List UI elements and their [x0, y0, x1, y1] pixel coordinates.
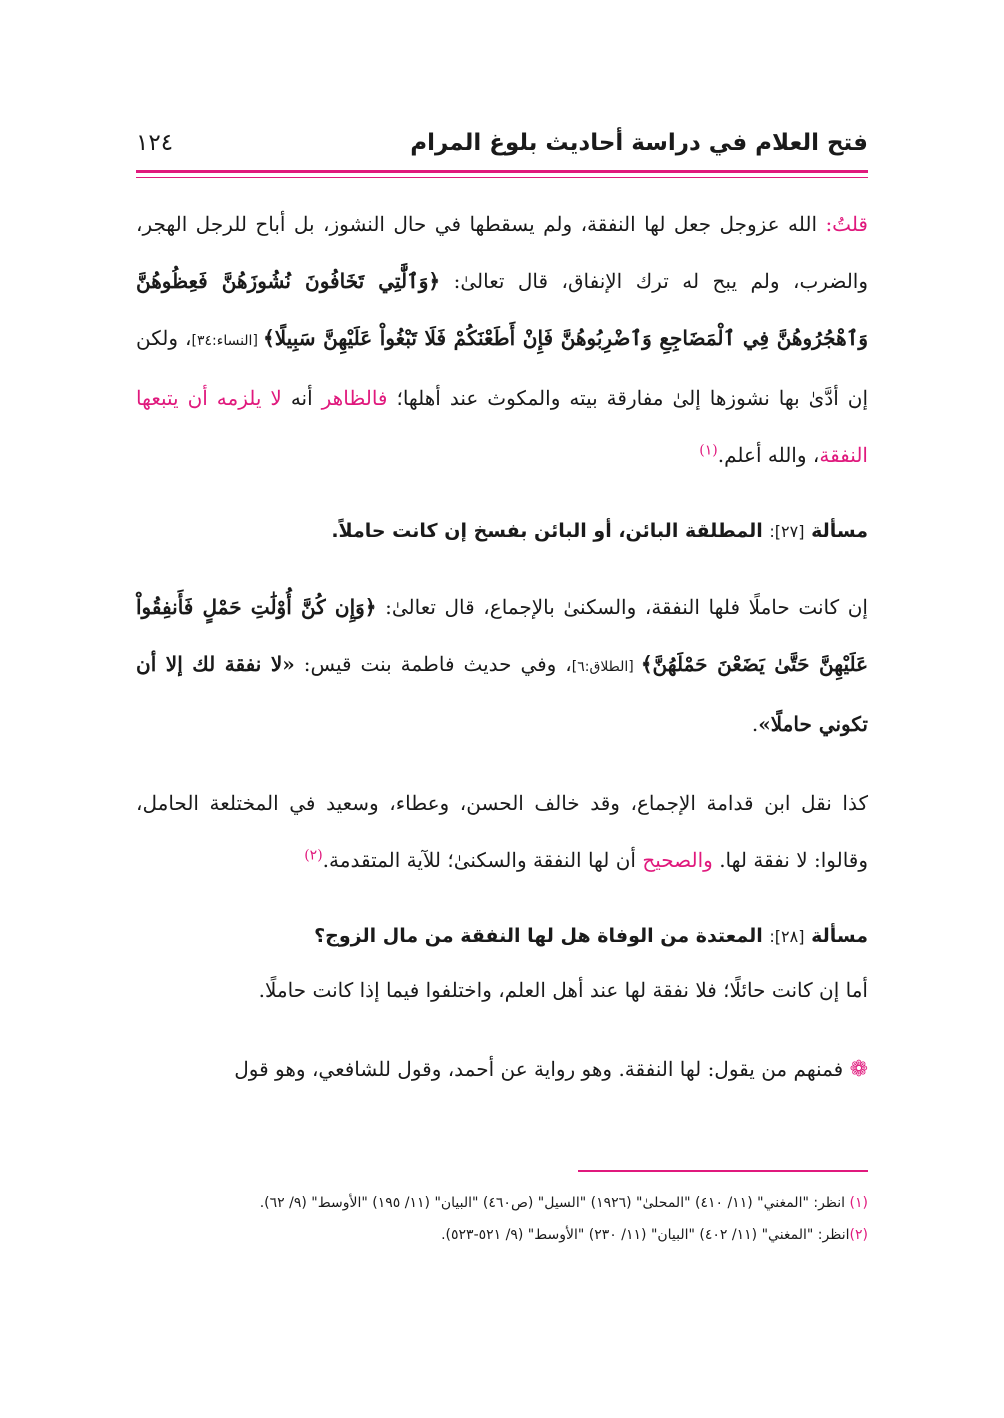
footnote-divider	[578, 1170, 868, 1172]
paragraph-2	[136, 579, 868, 753]
footnote-2-text: انظر: "المغني" (١١/ ٤٠٢) "البيان" (١١/ ٢٣٠) "الأوسط" (٩/ ٥٢١-٥٢٣).	[441, 1227, 850, 1243]
spacer	[136, 484, 868, 506]
header-rule-thin	[136, 177, 868, 178]
highlight-sahih: والصحيح	[642, 848, 713, 872]
header-rule-thick	[136, 170, 868, 173]
question-number: [٢٨]:	[769, 927, 805, 946]
question-label: مسألة	[811, 925, 868, 947]
para1-text-2: ، ولكن إن أدَّىٰ بها نشوزها إلىٰ مفارقة بيته والمكوث عند أهلها؛	[136, 326, 868, 410]
footnote-ref-1[interactable]: (١)	[699, 442, 718, 459]
paragraph-3	[136, 775, 868, 889]
question-28-heading	[136, 911, 868, 962]
footnote-2-mark: (٢)	[849, 1227, 868, 1243]
qultu-label: قلتُ:	[825, 212, 868, 236]
hadith-quote: «لا نفقة لك إلا أن تكوني حاملًا»	[136, 652, 868, 736]
spacer	[136, 889, 868, 911]
para3-text-1: كذا نقل ابن قدامة الإجماع، وقد خالف الحسن، وعطاء، وسعيد في المختلعة الحامل، وقالوا: لا نفقة لها.	[136, 791, 868, 872]
flower-bullet-icon: ❁	[849, 1057, 868, 1082]
page-number: ١٢٤	[136, 130, 174, 156]
highlight-ruling: لا يلزمه أن يتبعها النفقة	[136, 386, 868, 467]
quran-verse-nisa: ﴿وَٱلَّٰتِي تَخَافُونَ نُشُوزَهُنَّ فَعِظُوهُنَّ وَٱهْجُرُوهُنَّ فِي ٱلْمَضَاجِعِ وَٱضْرِبُوهُنَّ فَإِنْ أَطَعْنَكُمْ فَلَا تَبْغُواْ عَلَيْهِنَّ سَبِيلًا﴾	[136, 269, 868, 350]
para1-text-4: ، والله أعلم.	[717, 443, 820, 467]
highlight-dhahir: فالظاهر	[321, 386, 388, 410]
para3-text-2: أن لها النفقة والسكنىٰ؛ للآية المتقدمة.	[322, 848, 643, 872]
para5-text: فمنهم من يقول: لها النفقة. وهو رواية عن أحمد، وقول للشافعي، وهو قول	[234, 1057, 850, 1081]
question-27-heading	[136, 506, 868, 557]
verse-reference-nisa: [النساء:٣٤]	[191, 333, 264, 349]
para2-text-1: إن كانت حاملًا فلها النفقة، والسكنىٰ بالإجماع، قال تعالىٰ:	[376, 595, 868, 619]
question-label: مسألة	[811, 520, 868, 542]
para2-text-2: ، وفي حديث فاطمة بنت قيس:	[294, 652, 572, 676]
page-header	[136, 126, 868, 166]
quran-verse-talaq: ﴿وَإِن كُنَّ أُوْلَٰتِ حَمْلٍ فَأَنفِقُواْ عَلَيْهِنَّ حَتَّىٰ يَضَعْنَ حَمْلَهُنَّ﴾	[136, 595, 869, 676]
verse-reference-talaq: [الطلاق:٦]	[571, 659, 641, 675]
footnote-1-mark: (١)	[849, 1195, 868, 1211]
page-content	[136, 196, 868, 1098]
question-title: المطلقة البائن، أو البائن بفسخ إن كانت حاملاً.	[331, 520, 770, 542]
footnote-1	[136, 1190, 868, 1216]
footnotes	[136, 1190, 868, 1254]
question-number: [٢٧]:	[769, 522, 805, 541]
para2-text-3: .	[751, 712, 759, 736]
paragraph-4: أما إن كانت حائلًا؛ فلا نفقة لها عند أهل العلم، واختلفوا فيما إذا كانت حاملًا.	[258, 978, 868, 1002]
footnote-2	[136, 1222, 868, 1248]
book-title: فتح العلام في دراسة أحاديث بلوغ المرام	[410, 130, 868, 156]
spacer	[136, 557, 868, 579]
para1-text-3: أنه	[281, 386, 322, 410]
spacer	[136, 1019, 868, 1041]
para1-text-1: الله عزوجل جعل لها النفقة، ولم يسقطها في حال النشوز، بل أباح للرجل الهجر، والضرب، ولم يبح له ترك الإنفاق، قال تعالىٰ:	[136, 212, 868, 293]
footnote-ref-2[interactable]: (٢)	[304, 847, 323, 864]
paragraph-1	[136, 196, 868, 484]
paragraph-5	[136, 1041, 868, 1098]
question-title: المعتدة من الوفاة هل لها النفقة من مال الزوج؟	[314, 925, 770, 947]
spacer	[136, 753, 868, 775]
footnote-1-text: انظر: "المغني" (١١/ ٤١٠) "المحلىٰ" (١٩٢٦) "السيل" (ص٤٦٠) "البيان" (١١/ ١٩٥) "الأوسط" (٩/ ٦٢).	[259, 1195, 850, 1211]
